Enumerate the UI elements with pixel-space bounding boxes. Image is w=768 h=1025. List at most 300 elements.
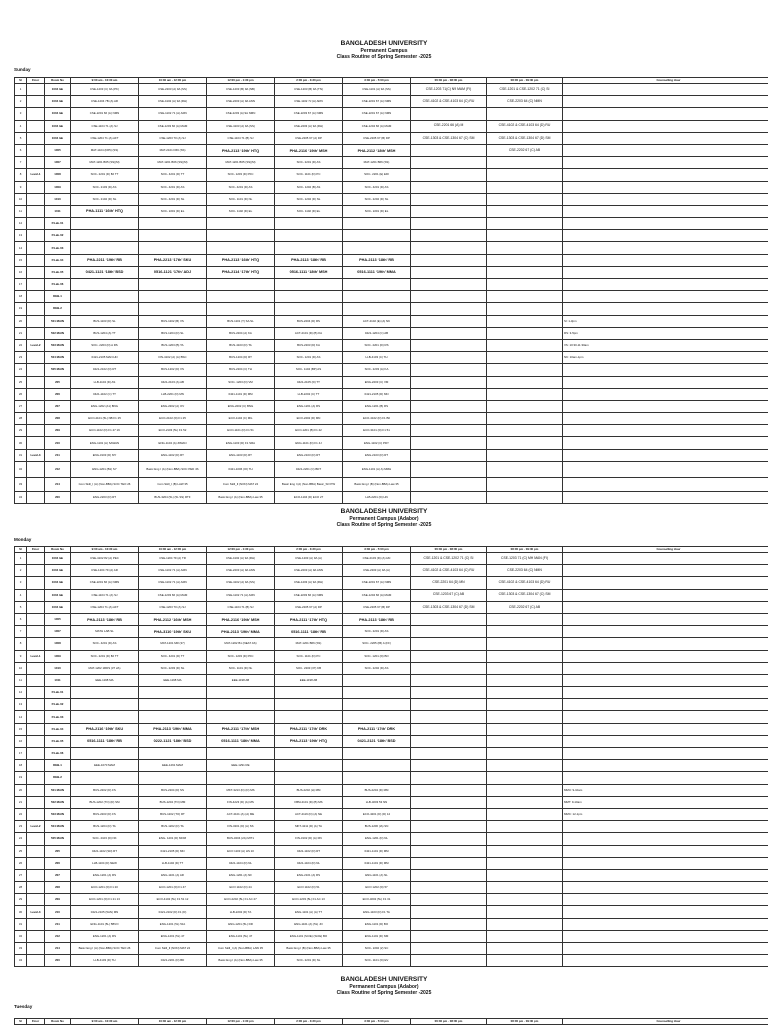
floor-cell — [27, 230, 45, 242]
floor-cell — [27, 699, 45, 711]
class-cell — [411, 144, 487, 156]
serial-cell: 13 — [15, 230, 27, 242]
class-cell: CSE-1204 79 (A) AR — [71, 565, 139, 577]
class-cell: PHA-2111 ‘17th’ DRK — [275, 723, 343, 735]
class-cell: PHA-1111 ‘16th’ HTQ — [71, 205, 139, 217]
room-cell: 210 — [45, 906, 71, 918]
room-cell: 1004 lab — [45, 96, 71, 108]
class-cell: CSE-1104 71 (A) SJ — [71, 589, 139, 601]
floor-cell — [27, 157, 45, 169]
class-cell — [207, 711, 275, 723]
class-cell: LLB-4103 (C) TH — [343, 352, 411, 364]
university-title: BANGLADESH UNIVERSITY — [0, 508, 768, 516]
counselling-cell — [563, 388, 768, 400]
class-cell — [71, 230, 139, 242]
table-row — [15, 376, 768, 388]
table-row — [15, 400, 768, 412]
room-cell: 1011 — [45, 674, 71, 686]
counselling-cell — [563, 413, 768, 425]
table-row — [15, 857, 768, 869]
class-cell: CSE-1102 71 (A) ARN — [139, 565, 207, 577]
serial-cell: 29 — [15, 425, 27, 437]
floor-cell: Level-3 — [27, 449, 45, 461]
class-cell: LLB-3203 53 NN — [343, 796, 411, 808]
serial-cell: 11 — [15, 674, 27, 686]
column-header: 08:00 pm - 09:30 pm — [487, 547, 563, 553]
class-cell: CSE-2103 (D) (A) HN — [343, 553, 411, 565]
class-cell: SOC- 2103 (D) NK — [71, 833, 139, 845]
column-header: 9:00 am - 10:30 am — [71, 78, 139, 84]
class-cell: ENG-1103 (D) F1 SRA — [207, 437, 275, 449]
serial-cell: 9 — [15, 650, 27, 662]
class-cell — [487, 157, 563, 169]
class-cell: CSE-1203 66 (A) MAM — [139, 120, 207, 132]
floor-cell — [27, 96, 45, 108]
class-cell: BUS-4103 (D) TA — [207, 339, 275, 351]
table-row — [15, 601, 768, 613]
class-cell: CSE-1303 & CSE-1304 67 (C) SM — [487, 589, 563, 601]
class-cell: CSE-2203 66 (A) NMN — [275, 589, 343, 601]
class-cell — [487, 662, 563, 674]
class-cell: BUS-1202 (D) TA — [139, 821, 207, 833]
class-cell — [275, 242, 343, 254]
class-cell: Basic Eng I (A) (Non-BBA) Law 35 — [207, 491, 275, 503]
class-cell — [411, 491, 487, 503]
room-cell: 208 — [45, 882, 71, 894]
class-cell — [411, 388, 487, 400]
class-cell: CSE-2203 67 (A) NMN — [275, 108, 343, 120]
room-cell: 504 MAIN — [45, 821, 71, 833]
counselling-cell: MMC: 12-1pm — [563, 808, 768, 820]
counselling-cell — [563, 735, 768, 747]
class-cell — [411, 772, 487, 784]
floor-cell — [27, 955, 45, 967]
column-header: 12:00 pm - 1:30 pm — [207, 78, 275, 84]
class-cell: CSE-1203 (B) 9A (NB) — [207, 84, 275, 96]
table-row — [15, 760, 768, 772]
class-cell: CSE-4102 & CSE-4103 64 (D) RU — [487, 577, 563, 589]
class-cell: ENG-1201 (5L) 5JA — [139, 918, 207, 930]
table-row — [15, 120, 768, 132]
serial-cell: 23 — [15, 352, 27, 364]
tuesday-section — [0, 976, 768, 997]
serial-cell: 27 — [15, 400, 27, 412]
floor-cell: Level-3 — [27, 906, 45, 918]
class-cell: CSE-2201 66 (A) NMN — [71, 108, 139, 120]
serial-cell: 26 — [15, 388, 27, 400]
floor-cell — [27, 711, 45, 723]
class-cell: CSE-2205 67 (B) DP — [343, 132, 411, 144]
serial-cell: 18 — [15, 291, 27, 303]
class-cell: ENG-1103 (D) F1 TA — [343, 906, 411, 918]
class-cell — [411, 699, 487, 711]
class-cell: ECO-1201 (D) F1 20 — [71, 882, 139, 894]
class-cell: ECO-1101 (D) F1 51 — [207, 425, 275, 437]
floor-cell — [27, 413, 45, 425]
class-cell — [411, 760, 487, 772]
serial-cell: 6 — [15, 613, 27, 625]
class-cell: 0421-2103 (A) AB — [139, 376, 207, 388]
class-cell: SOC- 1201 (D) AS — [275, 352, 343, 364]
counselling-cell — [563, 955, 768, 967]
class-cell — [411, 687, 487, 699]
serial-cell: 34 — [15, 955, 27, 967]
column-header: Sl — [15, 78, 27, 84]
table-row — [15, 193, 768, 205]
class-cell: 0516-1111 ‘18th’ MSH — [275, 266, 343, 278]
class-cell — [139, 303, 207, 315]
class-cell — [411, 894, 487, 906]
floor-cell — [27, 315, 45, 327]
class-cell: BUS-2204 (D) SS — [139, 784, 207, 796]
serial-cell: 13 — [15, 699, 27, 711]
room-cell: 209 — [45, 894, 71, 906]
column-header: Room No — [45, 1019, 71, 1025]
column-header: 9:00 am - 10:30 am — [71, 547, 139, 553]
serial-cell: 21 — [15, 327, 27, 339]
class-cell: MKT-3213 (D) (D) MS — [207, 784, 275, 796]
class-cell: ACT-2101 (D) (B) KA — [275, 327, 343, 339]
serial-cell: 5 — [15, 132, 27, 144]
class-cell: ECO-4201 (D) (D) 12 — [343, 808, 411, 820]
class-cell: ECO-1201 (D) F1 21 13 — [71, 894, 139, 906]
class-cell: ENG-1201 (B) RS — [343, 400, 411, 412]
class-cell: ECO-1201 (D) F1 47 — [139, 882, 207, 894]
table-row — [15, 449, 768, 461]
counselling-cell: MMU: 9-10am — [563, 784, 768, 796]
class-cell: Basic Eng I (B) (Non-BBA) Law 35 — [343, 477, 411, 491]
room-cell: P.Lab-03 — [45, 242, 71, 254]
class-cell: ECO-1203 (5L) F1 AC 13 — [275, 894, 343, 906]
class-cell — [411, 413, 487, 425]
table-row — [15, 413, 768, 425]
counselling-cell — [563, 662, 768, 674]
routine-table — [14, 546, 768, 967]
class-cell — [487, 169, 563, 181]
routine-title: Class Routine of Spring Semester -2025 — [0, 990, 768, 996]
class-cell — [343, 748, 411, 760]
class-cell — [275, 291, 343, 303]
counselling-cell — [563, 723, 768, 735]
class-cell: CSE-1204 7B (A) AR — [71, 96, 139, 108]
room-cell: 1004 lab — [45, 601, 71, 613]
table-row — [15, 869, 768, 881]
university-title: BANGLADESH UNIVERSITY — [0, 40, 768, 48]
class-cell: ECO-2202 (D) MN — [275, 413, 343, 425]
class-cell: BUS-1202 (B) VS — [139, 315, 207, 327]
class-cell — [487, 461, 563, 477]
class-cell: BUS-1203 (B) TA — [139, 339, 207, 351]
room-cell: 206 — [45, 388, 71, 400]
class-cell: CSE-4102 (A) 9A (RH) — [207, 553, 275, 565]
class-cell — [411, 327, 487, 339]
room-cell: 208 — [45, 413, 71, 425]
class-cell: MAT-2101 D66 (SS) — [139, 144, 207, 156]
class-cell — [411, 808, 487, 820]
counselling-cell — [563, 242, 768, 254]
class-cell — [487, 218, 563, 230]
class-cell: CSE-1203 71(C) N9 MAM (FI) — [411, 84, 487, 96]
table-row — [15, 388, 768, 400]
class-cell: ENG-2103 (D) RT — [275, 449, 343, 461]
counselling-cell — [563, 553, 768, 565]
class-cell: 0421-1121 ‘18th’ BSD — [71, 266, 139, 278]
column-header: Floor — [27, 547, 45, 553]
class-cell — [487, 882, 563, 894]
class-cell — [71, 218, 139, 230]
table-row — [15, 157, 768, 169]
class-cell: Com Skill_I (A) (Non-BBA) LAW 35 — [207, 943, 275, 955]
class-cell: SOC- 2203 (37) KB — [275, 662, 343, 674]
class-cell — [207, 748, 275, 760]
room-cell: 209 — [45, 425, 71, 437]
table-row — [15, 674, 768, 686]
class-cell: SOC- 4201 (D) AS — [343, 181, 411, 193]
class-cell — [411, 181, 487, 193]
class-cell: 0421-2121 ‘18th’ BSD — [343, 735, 411, 747]
class-cell: 0421-2201 (D) BD — [139, 955, 207, 967]
routine-title: Class Routine of Spring Semester -2025 — [0, 54, 768, 60]
table-row — [15, 589, 768, 601]
class-cell: CSE-4102 (A) 9A (SS) — [207, 577, 275, 589]
column-header: 06:30 pm - 08:00 pm — [411, 547, 487, 553]
counselling-cell — [563, 601, 768, 613]
room-cell: 503 MAIN — [45, 808, 71, 820]
class-cell — [275, 699, 343, 711]
table-row — [15, 553, 768, 565]
class-cell — [487, 930, 563, 942]
room-cell: 1005 — [45, 613, 71, 625]
room-cell: 200 — [45, 955, 71, 967]
counselling-cell — [563, 132, 768, 144]
table-row — [15, 894, 768, 906]
class-cell: CSE-2201 66 (A) NMN — [71, 577, 139, 589]
column-header: Sl — [15, 547, 27, 553]
class-cell — [487, 796, 563, 808]
room-cell: 1009 — [45, 181, 71, 193]
class-cell: CSE-1203 (B) 9A (TN) — [275, 84, 343, 96]
class-cell: ENG-1101 (A) (A) TT — [275, 906, 343, 918]
class-cell: Basic Eng I (A) (Non-BBA) SOC TEO 26 — [71, 943, 139, 955]
table-row — [15, 181, 768, 193]
class-cell — [411, 638, 487, 650]
class-cell: EEE-1198 MA — [71, 674, 139, 686]
room-cell: 1007 — [45, 626, 71, 638]
class-cell — [487, 108, 563, 120]
class-cell: BUS-2204 (C) TH — [207, 364, 275, 376]
table-row — [15, 735, 768, 747]
serial-cell: 30 — [15, 906, 27, 918]
floor-cell — [27, 674, 45, 686]
room-cell: 503 MAIN — [45, 339, 71, 351]
class-cell: SOC- 2205 (IB) A (FF) — [343, 638, 411, 650]
class-cell: ENG-2101 (A) RS — [275, 869, 343, 881]
room-cell: 214 — [45, 477, 71, 491]
class-cell: 0516-1111 ‘19th’ MMA — [343, 266, 411, 278]
class-cell: ENG-1201 (A) RS — [71, 930, 139, 942]
counselling-cell — [563, 943, 768, 955]
class-cell: PHA-2113 ‘19th’ MMA — [207, 626, 275, 638]
room-cell: 207 — [45, 400, 71, 412]
class-cell — [411, 279, 487, 291]
class-cell: ENG-1201 (5L) 47 — [139, 930, 207, 942]
class-cell: SOC- 1104 (BP) AS — [275, 364, 343, 376]
class-cell: BUS-2203 (D) FS — [71, 808, 139, 820]
class-cell — [487, 400, 563, 412]
column-header: 10:30 am - 12:00 pm — [139, 78, 207, 84]
table-row — [15, 930, 768, 942]
class-cell: ACT-4119 (D) (A) NE — [275, 808, 343, 820]
room-cell: P.Lab-04 — [45, 723, 71, 735]
class-cell — [411, 477, 487, 491]
class-cell — [275, 230, 343, 242]
class-cell: CSE-1201 & CSE-1202 71 (C) SI — [487, 84, 563, 96]
class-cell — [139, 230, 207, 242]
class-cell — [343, 303, 411, 315]
class-cell: BUS-1204 (TO) MM — [139, 796, 207, 808]
class-cell: MAT-1201 B66 (SS)(M) — [139, 157, 207, 169]
serial-cell: 18 — [15, 760, 27, 772]
class-cell — [207, 303, 275, 315]
class-cell: MAT-1201 B65 (SS)(M) — [207, 157, 275, 169]
counselling-cell — [563, 687, 768, 699]
column-header: 12:00 pm - 1:30 pm — [207, 1019, 275, 1025]
table-row — [15, 437, 768, 449]
class-cell: ECO-2102 (D) F1 25 — [139, 413, 207, 425]
class-cell: CSE-4102 & CSE-4103 64 (C) RU — [411, 96, 487, 108]
floor-cell — [27, 760, 45, 772]
floor-cell — [27, 882, 45, 894]
counselling-cell — [563, 833, 768, 845]
table-row — [15, 833, 768, 845]
serial-cell: 12 — [15, 687, 27, 699]
table-row — [15, 132, 768, 144]
column-header: Counselling Hour — [563, 547, 768, 553]
class-cell: EEE-1198 AB — [207, 674, 275, 686]
serial-cell: 32 — [15, 930, 27, 942]
counselling-cell — [563, 84, 768, 96]
class-cell: CSE-2203 (A) 9A NMN — [207, 108, 275, 120]
class-cell: LLB-1104 (D) NEW — [71, 857, 139, 869]
room-cell: 1010 — [45, 193, 71, 205]
room-cell: 1004 lab — [45, 553, 71, 565]
floor-cell — [27, 303, 45, 315]
floor-cell — [27, 553, 45, 565]
university-title: BANGLADESH UNIVERSITY — [0, 976, 768, 984]
floor-cell — [27, 181, 45, 193]
floor-cell — [27, 400, 45, 412]
class-cell: PHA-2111 ‘17th’ MSH — [207, 723, 275, 735]
room-cell: 1004 lab — [45, 132, 71, 144]
class-cell — [487, 364, 563, 376]
class-cell — [343, 230, 411, 242]
counselling-cell — [563, 193, 768, 205]
class-cell — [487, 291, 563, 303]
class-cell: Com Skill_I (B) LAW 35 — [139, 477, 207, 491]
class-cell: MAT-1201 B66 (SS) — [275, 638, 343, 650]
room-cell: 1010 — [45, 662, 71, 674]
class-cell: ECO-1201 (B) F1 42 — [275, 425, 343, 437]
class-cell: Basic Eng I (A) (Non-BBA) Law 35 — [207, 955, 275, 967]
class-cell — [411, 955, 487, 967]
class-cell: ECO 1103 (A) HS 10 — [207, 845, 275, 857]
class-cell — [71, 748, 139, 760]
counselling-cell — [563, 857, 768, 869]
class-cell: ECO-2202 (5L) F1 AC 27 — [207, 894, 275, 906]
class-cell: CSE-4102 & CSE-4103 64 (C) RU — [411, 565, 487, 577]
class-cell — [487, 955, 563, 967]
table-row — [15, 205, 768, 217]
class-cell: ECO-1102 (D) F1 47 19 — [71, 425, 139, 437]
campus-title: Permanent Campus (Adabor) — [0, 516, 768, 522]
room-cell: DEB-2 — [45, 772, 71, 784]
room-cell: 214 — [45, 943, 71, 955]
floor-cell — [27, 772, 45, 784]
class-cell: ENG-1101 (A) SAWAN — [71, 437, 139, 449]
floor-cell — [27, 84, 45, 96]
floor-cell — [27, 266, 45, 278]
class-cell — [343, 760, 411, 772]
room-cell: 502 MAIN — [45, 327, 71, 339]
column-header: 3:30 pm - 5:00 pm — [343, 547, 411, 553]
column-header: 12:00 pm - 1:30 pm — [207, 547, 275, 553]
class-cell: BUS-1101 (T) SA SL — [207, 315, 275, 327]
class-cell: 0516-1121 ‘17th’ ADJ — [139, 266, 207, 278]
class-cell: 0421-1104 (D) NL — [207, 857, 275, 869]
class-cell — [487, 205, 563, 217]
serial-cell: 10 — [15, 193, 27, 205]
class-cell — [275, 279, 343, 291]
class-cell — [411, 930, 487, 942]
class-cell: SOC- 2201 (D) EL — [139, 205, 207, 217]
class-cell: CSE-1203 71 (C) MH MAN (FI) — [487, 553, 563, 565]
floor-cell: Level-1 — [27, 650, 45, 662]
serial-cell: 2 — [15, 96, 27, 108]
floor-cell — [27, 930, 45, 942]
class-cell: SOC- 1101 (D) EV — [343, 955, 411, 967]
table-row — [15, 711, 768, 723]
room-cell: 1004 lab — [45, 577, 71, 589]
counselling-cell — [563, 918, 768, 930]
class-cell — [487, 315, 563, 327]
serial-cell: 3 — [15, 577, 27, 589]
counselling-cell — [563, 760, 768, 772]
class-cell: CSE-1203 (A) 9A (RH) — [275, 577, 343, 589]
sunday-header — [0, 40, 768, 61]
class-cell — [71, 279, 139, 291]
class-cell — [411, 882, 487, 894]
class-cell — [487, 857, 563, 869]
room-cell: 212 — [45, 930, 71, 942]
class-cell: PHA-2213 ‘17th’ SKU — [139, 254, 207, 266]
class-cell: SOC- 1101 (D) PC — [275, 650, 343, 662]
counselling-cell — [563, 108, 768, 120]
class-cell: 0421-1102 (D) RT — [275, 845, 343, 857]
table-row — [15, 352, 768, 364]
class-cell — [487, 833, 563, 845]
column-header: Floor — [27, 78, 45, 84]
floor-cell — [27, 748, 45, 760]
class-cell: CSE-1102 7J (A) ARN — [275, 96, 343, 108]
serial-cell: 17 — [15, 279, 27, 291]
table-row — [15, 784, 768, 796]
table-row — [15, 662, 768, 674]
class-cell — [275, 748, 343, 760]
serial-cell: 32 — [15, 461, 27, 477]
day-label: Tuesday — [14, 1004, 32, 1009]
serial-cell: 1 — [15, 553, 27, 565]
counselling-cell — [563, 491, 768, 503]
